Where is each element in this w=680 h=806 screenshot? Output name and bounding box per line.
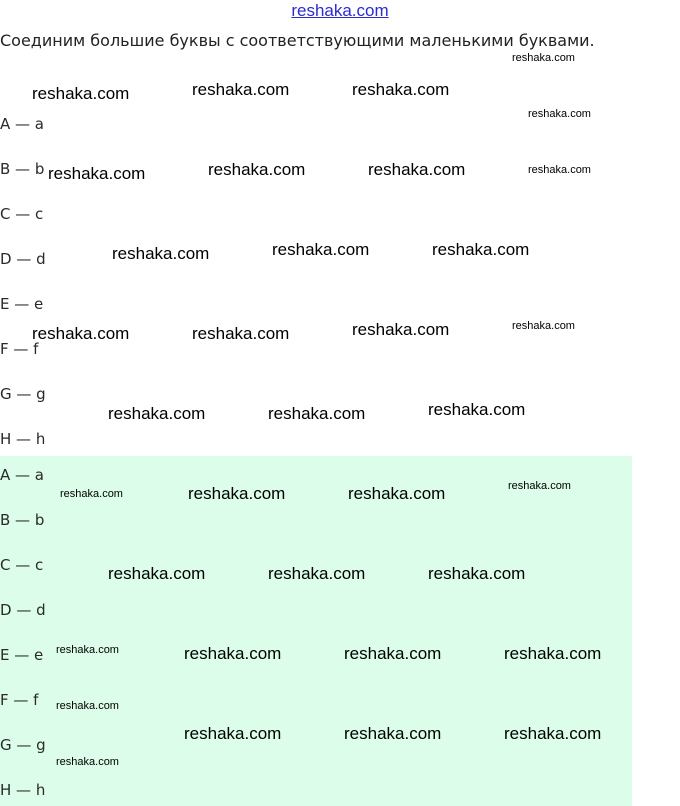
answer-pair-f: F — f bbox=[0, 691, 39, 709]
letter-pair-b: B — b bbox=[0, 160, 45, 178]
watermark: reshaka.com bbox=[56, 700, 119, 712]
letter-pair-g: G — g bbox=[0, 385, 46, 403]
letter-pair-f: F — f bbox=[0, 340, 39, 358]
watermark: reshaka.com bbox=[32, 84, 130, 103]
watermark: reshaka.com bbox=[528, 108, 591, 120]
watermark: reshaka.com bbox=[192, 80, 290, 99]
answer-pair-a: A — a bbox=[0, 466, 44, 484]
watermark: reshaka.com bbox=[512, 320, 575, 332]
letter-pair-c: C — c bbox=[0, 205, 44, 223]
letter-pair-a: A — a bbox=[0, 115, 44, 133]
watermark: reshaka.com bbox=[368, 160, 466, 179]
watermark: reshaka.com bbox=[184, 644, 282, 663]
watermark: reshaka.com bbox=[32, 324, 130, 343]
letter-pair-d: D — d bbox=[0, 250, 46, 268]
watermark: reshaka.com bbox=[432, 240, 530, 259]
site-link[interactable]: reshaka.com bbox=[291, 1, 389, 20]
letter-pair-e: E — e bbox=[0, 295, 44, 313]
answer-pair-b: B — b bbox=[0, 511, 45, 529]
watermark: reshaka.com bbox=[112, 244, 210, 263]
watermark: reshaka.com bbox=[60, 488, 123, 500]
watermark: reshaka.com bbox=[48, 164, 146, 183]
watermark: reshaka.com bbox=[272, 240, 370, 259]
answer-panel bbox=[0, 456, 632, 806]
watermark: reshaka.com bbox=[268, 404, 366, 423]
watermark: reshaka.com bbox=[528, 164, 591, 176]
watermark: reshaka.com bbox=[108, 564, 206, 583]
watermark: reshaka.com bbox=[268, 564, 366, 583]
answer-pair-e: E — e bbox=[0, 646, 44, 664]
task-instruction: Соединим большие буквы с соответствующими маленькими буквами. bbox=[0, 31, 595, 50]
answer-pair-h: H — h bbox=[0, 781, 46, 799]
watermark: reshaka.com bbox=[348, 484, 446, 503]
watermark: reshaka.com bbox=[344, 724, 442, 743]
watermark: reshaka.com bbox=[108, 404, 206, 423]
watermark: reshaka.com bbox=[192, 324, 290, 343]
answer-pair-d: D — d bbox=[0, 601, 46, 619]
watermark: reshaka.com bbox=[188, 484, 286, 503]
watermark: reshaka.com bbox=[344, 644, 442, 663]
watermark: reshaka.com bbox=[508, 480, 571, 492]
watermark: reshaka.com bbox=[352, 80, 450, 99]
watermark: reshaka.com bbox=[428, 400, 526, 419]
answer-pair-g: G — g bbox=[0, 736, 46, 754]
watermark: reshaka.com bbox=[56, 756, 119, 768]
watermark: reshaka.com bbox=[208, 160, 306, 179]
letter-pair-h: H — h bbox=[0, 430, 46, 448]
watermark: reshaka.com bbox=[184, 724, 282, 743]
watermark: reshaka.com bbox=[512, 52, 575, 64]
watermark: reshaka.com bbox=[504, 724, 602, 743]
watermark: reshaka.com bbox=[428, 564, 526, 583]
watermark: reshaka.com bbox=[56, 644, 119, 656]
watermark: reshaka.com bbox=[504, 644, 602, 663]
watermark: reshaka.com bbox=[352, 320, 450, 339]
answer-pair-c: C — c bbox=[0, 556, 44, 574]
